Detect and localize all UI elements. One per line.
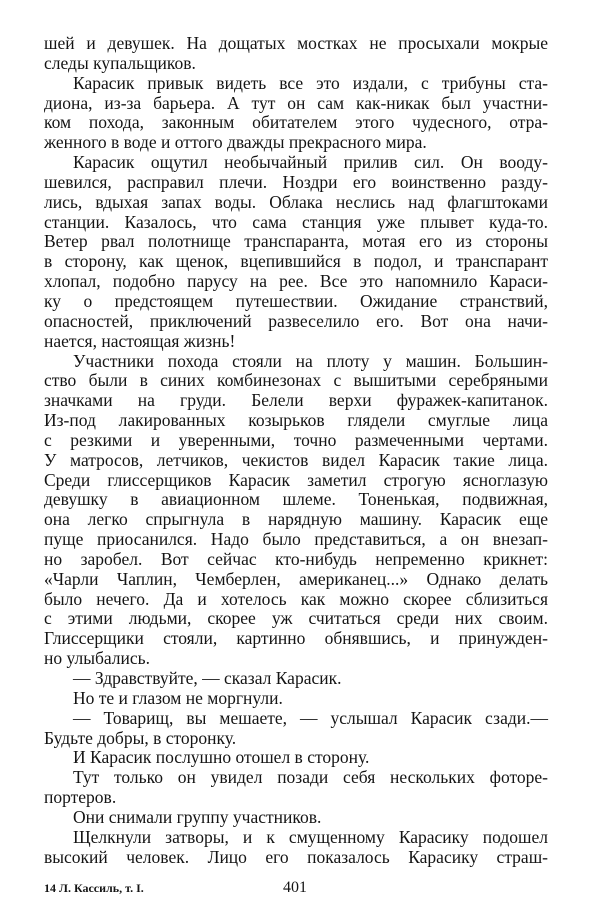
text-line: Из-под лакированных козырьков глядели смуглые лица	[44, 410, 548, 431]
text-line: с этими людьми, скорее уж считаться среди них своим.	[44, 608, 548, 629]
text-line: шей и девушек. На дощатых мостках не просыхали мокрые	[44, 33, 548, 53]
text-line: Глиссерщики стояли, картинно обнявшись, и принужден-	[44, 628, 548, 649]
text-line: она легко спрыгнула в нарядную машину. Карасик еще	[44, 509, 548, 530]
text-line: Карасик привык видеть все это издали, с трибуны ста-	[73, 72, 548, 93]
text-line: станции. Казалось, что сама станция уже плывет куда-то.	[44, 211, 548, 232]
text-line: нается, настоящая жизнь!	[44, 330, 236, 351]
text-line: ку о предстоящем путешествии. Ожидание странствий,	[44, 290, 548, 311]
text-line: И Карасик послушно отошел в сторону.	[73, 747, 370, 768]
text-line: Карасик ощутил необычайный прилив сил. Он вооду-	[73, 152, 548, 173]
text-line: женного в воде и оттого дважды прекрасного мира.	[44, 132, 427, 153]
text-line: было нечего. Да и хотелось как можно скорее сблизиться	[44, 588, 548, 609]
text-line: следы купальщиков.	[44, 52, 196, 73]
text-line: ком похода, законным обитателем этого чудесного, отра-	[44, 112, 548, 133]
text-line: Но те и глазом не моргнули.	[73, 687, 283, 708]
text-line: ство были в синих комбинезонах с вышитыми серебряными	[44, 370, 548, 391]
text-line: Будьте добры, в сторонку.	[44, 727, 237, 748]
text-line: с резкими и уверенными, точно размеченными чертами.	[44, 429, 548, 450]
text-line: опасностей, приключений развеселило его. Вот она начи-	[44, 310, 548, 331]
text-line: — Здравствуйте, — сказал Карасик.	[73, 668, 342, 688]
book-page-text	[44, 34, 548, 867]
text-line: У матросов, летчиков, чекистов видел Карасик такие лица.	[44, 449, 548, 470]
page-number: 401	[283, 879, 307, 896]
text-line: но заробел. Вот сейчас кто-нибудь непременно крикнет:	[44, 548, 548, 569]
text-line: девушку в авиационном шлеме. Тоненькая, подвижная,	[44, 489, 548, 510]
page-footer	[44, 879, 548, 899]
text-line: шевился, расправил плечи. Ноздри его воинственно разду-	[44, 171, 548, 192]
text-line: Они снимали группу участников.	[73, 806, 322, 827]
text-line: значками на груди. Белели верхи фуражек-капитанок.	[44, 390, 548, 411]
text-line: в сторону, как щенок, вцепившийся в подол, и транспарант	[44, 251, 548, 272]
text-line: «Чарли Чаплин, Чемберлен, американец...» Однако делать	[44, 568, 548, 589]
text-line: — Товарищ, вы мешаете, — услышал Карасик сзади.—	[73, 707, 548, 728]
text-line: высокий человек. Лицо его показалось Карасику страш-	[44, 846, 548, 867]
text-line: Участники похода стояли на плоту у машин. Большин-	[73, 350, 548, 371]
text-line: Тут только он увидел позади себя нескольких фоторе-	[73, 767, 548, 788]
text-line: хлопал, подобно парусу на рее. Все это напомнило Караси-	[44, 271, 548, 292]
text-line: Ветер рвал полотнище транспаранта, мотая его из стороны	[44, 231, 548, 252]
text-line: лись, вдыхая запах воды. Облака неслись над флагштоками	[44, 191, 548, 212]
text-line: портеров.	[44, 787, 117, 808]
text-line: пуще приосанился. Надо было представиться, а он внезап-	[44, 529, 548, 550]
text-line: Среди глиссерщиков Карасик заметил строгую ясноглазую	[44, 469, 548, 490]
text-line: диона, из-за барьера. А тут он сам как-никак был участни-	[44, 92, 548, 113]
text-line: Щелкнули затворы, и к смущенному Карасику подошел	[73, 826, 548, 847]
text-line: но улыбались.	[44, 648, 151, 669]
printer-signature: 14 Л. Кассиль, т. I.	[44, 881, 144, 895]
